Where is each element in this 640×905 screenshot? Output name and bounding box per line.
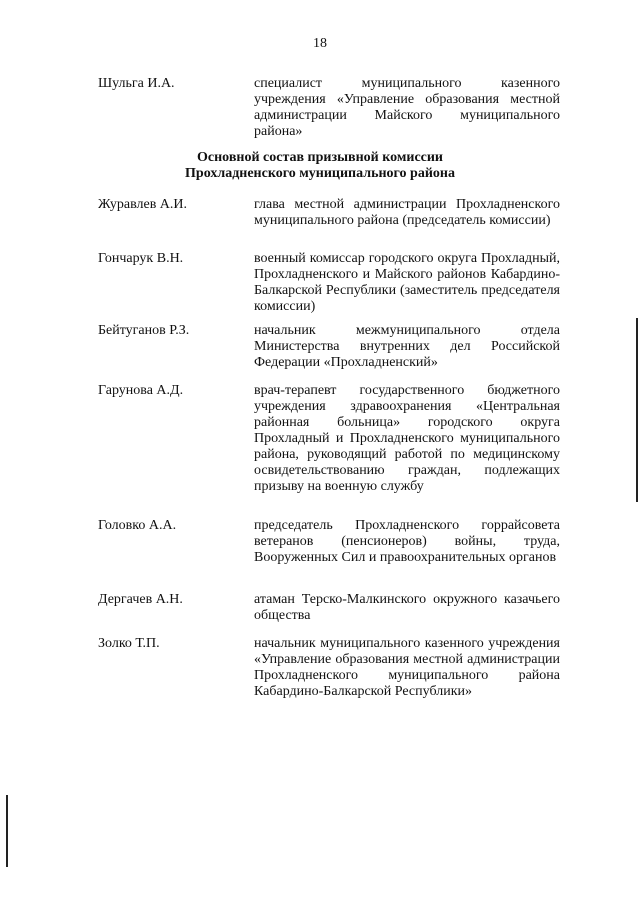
member-role: атаман Терско-Малкинского окружного казачьего общества bbox=[254, 592, 560, 623]
page-number: 18 bbox=[313, 36, 327, 51]
member-name: Золко Т.П. bbox=[98, 636, 160, 651]
member-role: военный комиссар городского округа Прохладный, Прохладненского и Майского районов Кабардино-Балкарской Республики (заместитель председателя комиссии) bbox=[254, 251, 560, 314]
member-role: глава местной администрации Прохладненского муниципального района (председатель комиссии) bbox=[254, 197, 560, 228]
scan-edge-mark-left bbox=[6, 795, 8, 867]
section-heading-line-2: Прохладненского муниципального района bbox=[185, 166, 455, 181]
member-name: Гончарук В.Н. bbox=[98, 251, 184, 266]
member-name: Дергачев А.Н. bbox=[98, 592, 183, 607]
member-name: Бейтуганов Р.З. bbox=[98, 323, 190, 338]
member-name: Головко А.А. bbox=[98, 518, 177, 533]
section-heading-line-1: Основной состав призывной комиссии bbox=[197, 150, 443, 165]
member-role: специалист муниципального казенного учреждения «Управление образования местной администрации Майского муниципального района» bbox=[254, 76, 560, 139]
member-role: председатель Прохладненского горрайсовета ветеранов (пенсионеров) войны, труда, Вооруженных Сил и правоохранительных органов bbox=[254, 518, 560, 565]
member-name: Гарунова А.Д. bbox=[98, 383, 184, 398]
member-role: начальник межмуниципального отдела Министерства внутренних дел Российской Федерации «Прохладненский» bbox=[254, 323, 560, 370]
member-role: начальник муниципального казенного учреждения «Управление образования местной администрации Прохладненского муниципального района Кабардино-Балкарской Республики» bbox=[254, 636, 560, 699]
scan-edge-mark-right bbox=[636, 318, 638, 502]
member-name: Шульга И.А. bbox=[98, 76, 175, 91]
member-name: Журавлев А.И. bbox=[98, 197, 188, 212]
member-role: врач-терапевт государственного бюджетного учреждения здравоохранения «Центральная районная больница» городского округа Прохладный и Прохладненского муниципального района, руководящий работой по медицинскому освидетельствованию граждан, подлежащих призыву на военную службу bbox=[254, 383, 560, 494]
section-heading bbox=[0, 150, 640, 182]
